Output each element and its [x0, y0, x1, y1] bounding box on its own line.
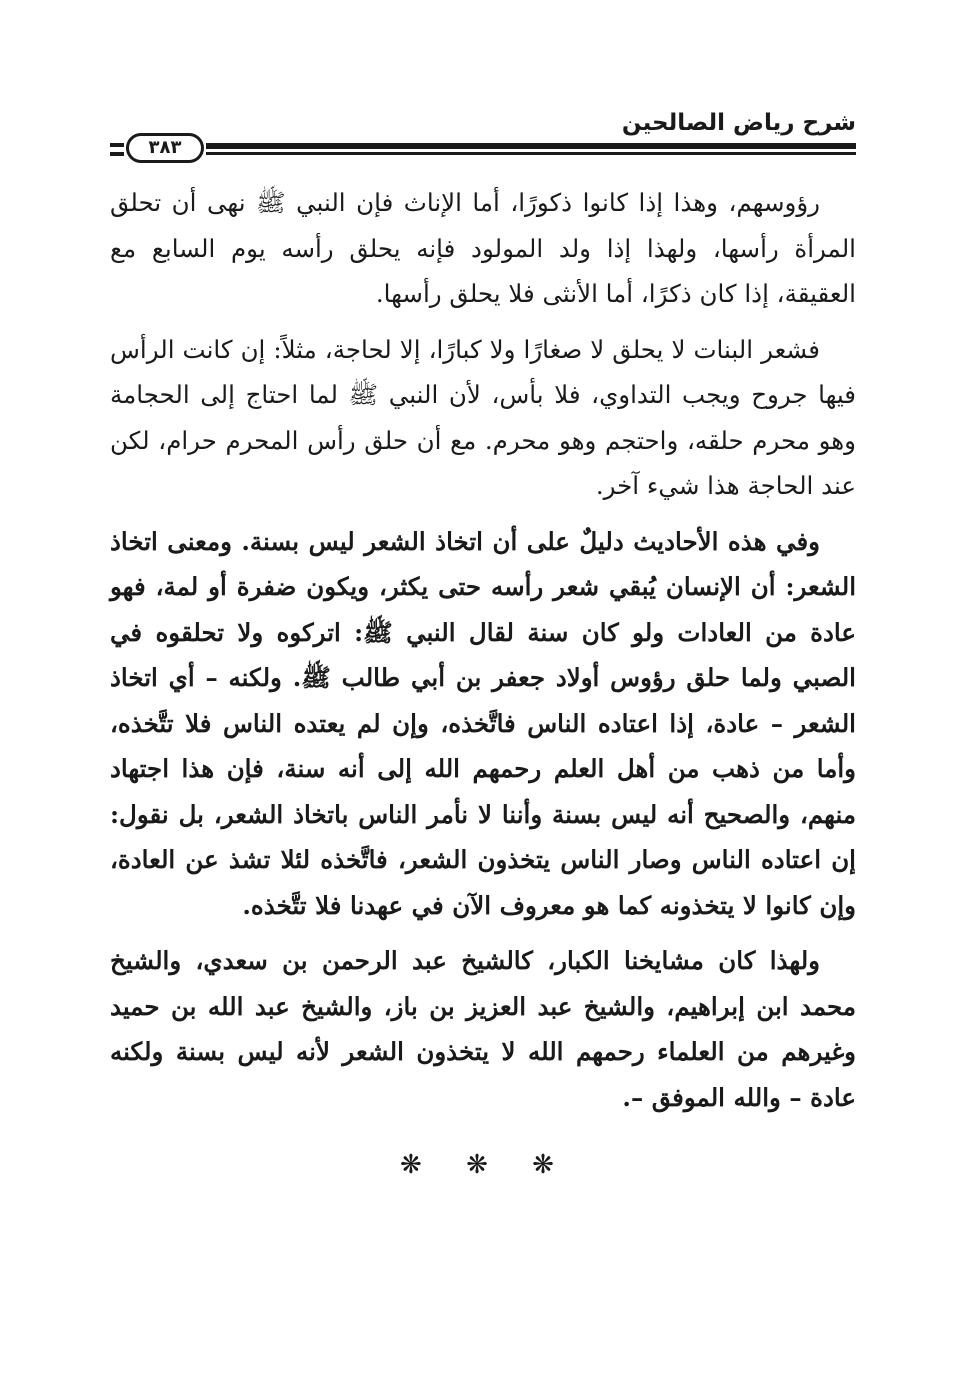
paragraph: ولهذا كان مشايخنا الكبار، كالشيخ عبد الرحمن بن سعدي، والشيخ محمد ابن إبراهيم، والشيخ عبد العزيز بن باز، والشيخ عبد الله بن حميد وغيرهم من العلماء رحمهم الله لا يتخذون الشعر لأنه ليس بسنة ولكنه عادة – والله الموفق –. — [110, 946, 856, 1112]
asterism-ornament: ❋ — [532, 1150, 554, 1180]
paragraph: وفي هذه الأحاديث دليلٌ على أن اتخاذ الشعر ليس بسنة. ومعنى اتخاذ الشعر: أن الإنسان يُبقي شعر رأسه حتى يكثر، ويكون ضفرة أو لمة، فهو عادة من العادات ولو كان سنة لقال النبي ﷺ: اتركوه ولا تحلقوه في الصبي ولما حلق رؤوس أولاد جعفر بن أبي طالب ﷺ. ولكنه – أي اتخاذ الشعر – عادة، إذا اعتاده الناس فاتَّخذه، وإن لم يعتده الناس فلا تتَّخذه، وأما من ذهب من أهل العلم رحمهم الله إلى أنه سنة، فإن هذا اجتهاد منهم، والصحيح أنه ليس بسنة وأننا لا نأمر الناس باتخاذ الشعر، بل نقول: إن اعتاده الناس وصار الناس يتخذون الشعر، فاتَّخذه لئلا تشذ عن العادة، وإن كانوا لا يتخذونه كما هو معروف الآن في عهدنا فلا تتَّخذه. — [110, 526, 856, 920]
section-divider — [0, 1150, 954, 1180]
page-number: ٣٨٣ — [126, 133, 204, 163]
header-rule-thick — [206, 143, 856, 149]
page-header — [110, 108, 856, 168]
paragraph: رؤوسهم، وهذا إذا كانوا ذكورًا، أما الإناث فإن النبي ﷺ نهى أن تحلق المرأة رأسها، ولهذا إذا ولد المولود فإنه يحلق رأسه يوم السابع مع العقيقة، إذا كان ذكرًا، أما الأنثى فلا يحلق رأسها. — [110, 188, 856, 308]
asterism-ornament: ❋ — [400, 1150, 422, 1180]
header-rule-thin — [206, 152, 856, 155]
page-body — [110, 180, 856, 1130]
paragraph: فشعر البنات لا يحلق لا صغارًا ولا كبارًا، إلا لحاجة، مثلاً: إن كانت الرأس فيها جروح ويجب التداوي، فلا بأس، لأن النبي ﷺ لما احتاج إلى الحجامة وهو محرم حلقه، واحتجم وهو محرم. مع أن حلق رأس المحرم حرام، لكن عند الحاجة هذا شيء آخر. — [110, 334, 856, 500]
asterism-ornament: ❋ — [466, 1150, 488, 1180]
header-rule-left — [110, 143, 124, 147]
book-title: شرح رياض الصالحين — [621, 110, 856, 136]
header-rule-left-thin — [110, 152, 124, 156]
